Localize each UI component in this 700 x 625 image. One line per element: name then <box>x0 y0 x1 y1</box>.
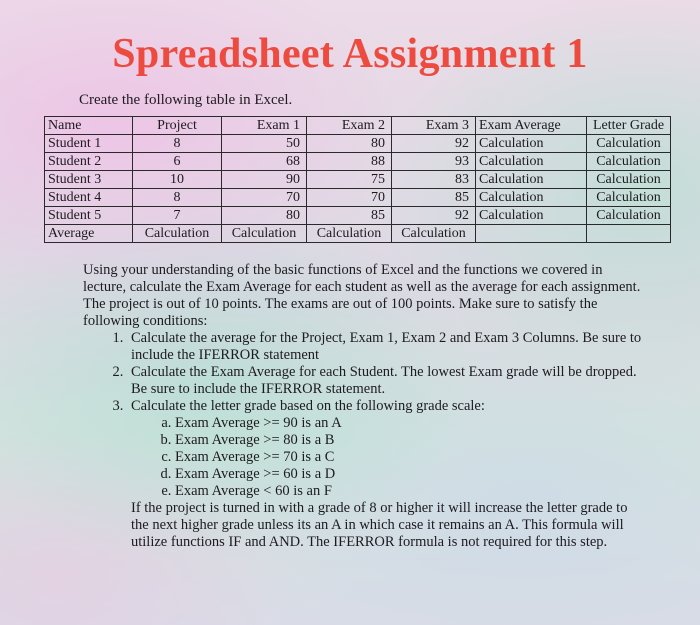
table-row <box>45 207 671 225</box>
table-row <box>45 171 671 189</box>
header-exam1: Exam 1 <box>222 117 307 135</box>
step-item: 1. Calculate the average for the Project, Exam 1, Exam 2 and Exam 3 Columns. Be sure to include the IFERROR statement <box>127 330 648 364</box>
cell-exam-average: Calculation <box>476 153 587 171</box>
grade-scale-list <box>131 415 648 500</box>
grade-scale-item: a. Exam Average >= 90 is an A <box>175 415 648 432</box>
grade-scale-item: b. Exam Average >= 80 is a B <box>175 432 648 449</box>
cell-name: Student 4 <box>45 189 133 207</box>
cell-exam3: 85 <box>392 189 476 207</box>
step-text: Calculate the letter grade based on the following grade scale: <box>131 398 485 414</box>
grade-scale-item: e. Exam Average < 60 is an F <box>175 483 648 500</box>
grade-scale-item: c. Exam Average >= 70 is a C <box>175 449 648 466</box>
header-project: Project <box>133 117 222 135</box>
instructions-paragraph: Using your understanding of the basic functions of Excel and the functions we covered in lecture, calculate the Exam Average for each student as well as the average for each assignment. The project is out of 10 points. The exams are out of 100 points. Make sure to satisfy the following conditions: <box>83 262 641 329</box>
table-row <box>45 189 671 207</box>
header-exam3: Exam 3 <box>392 117 476 135</box>
cell-exam3: 92 <box>392 207 476 225</box>
cell-name: Student 3 <box>45 171 133 189</box>
cell-exam3: 93 <box>392 153 476 171</box>
cell-exam1: 80 <box>222 207 307 225</box>
cell-exam-average: Calculation <box>476 135 587 153</box>
cell-exam2: 75 <box>307 171 392 189</box>
intro-text: Create the following table in Excel. <box>79 92 293 108</box>
cell-letter-grade: Calculation <box>587 207 671 225</box>
cell-exam2: 88 <box>307 153 392 171</box>
cell-letter-grade: Calculation <box>587 135 671 153</box>
cell-project: 6 <box>133 153 222 171</box>
table-row <box>45 153 671 171</box>
cell-exam-average: Calculation <box>476 207 587 225</box>
cell-exam2-average: Calculation <box>307 225 392 243</box>
cell-exam1: 70 <box>222 189 307 207</box>
header-exam2: Exam 2 <box>307 117 392 135</box>
cell-project: 7 <box>133 207 222 225</box>
cell-exam-average: Calculation <box>476 171 587 189</box>
step-item: 2. Calculate the Exam Average for each Student. The lowest Exam grade will be dropped. Be sure to include the IFERROR statement. <box>127 364 648 398</box>
cell-exam1: 68 <box>222 153 307 171</box>
cell-name: Student 5 <box>45 207 133 225</box>
cell-exam2: 70 <box>307 189 392 207</box>
header-name: Name <box>45 117 133 135</box>
cell-exam-average: Calculation <box>476 189 587 207</box>
grade-scale-item: d. Exam Average >= 60 is a D <box>175 466 648 483</box>
cell-exam3: 92 <box>392 135 476 153</box>
cell-exam3: 83 <box>392 171 476 189</box>
cell-letter-grade-empty <box>587 225 671 243</box>
table-row <box>45 135 671 153</box>
instructions <box>83 262 648 551</box>
cell-project: 10 <box>133 171 222 189</box>
cell-letter-grade: Calculation <box>587 153 671 171</box>
page-title: Spreadsheet Assignment 1 <box>112 31 588 77</box>
closing-paragraph: If the project is turned in with a grade of 8 or higher it will increase the letter grade to the next higher grade unless its an A in which case it remains an A. This formula will utilize functions IF and AND. The IFERROR formula is not required for this step. <box>131 500 628 550</box>
table-header-row <box>45 117 671 135</box>
cell-project: 8 <box>133 189 222 207</box>
cell-project-average: Calculation <box>133 225 222 243</box>
cell-project: 8 <box>133 135 222 153</box>
cell-name: Student 1 <box>45 135 133 153</box>
grade-table <box>44 116 671 243</box>
cell-exam2: 85 <box>307 207 392 225</box>
steps-list <box>83 330 648 500</box>
cell-name: Average <box>45 225 133 243</box>
cell-exam1: 90 <box>222 171 307 189</box>
cell-name: Student 2 <box>45 153 133 171</box>
cell-exam3-average: Calculation <box>392 225 476 243</box>
cell-exam1: 50 <box>222 135 307 153</box>
header-letter-grade: Letter Grade <box>587 117 671 135</box>
header-exam-average: Exam Average <box>476 117 587 135</box>
cell-exam2: 80 <box>307 135 392 153</box>
cell-exam-average-empty <box>476 225 587 243</box>
cell-exam1-average: Calculation <box>222 225 307 243</box>
cell-letter-grade: Calculation <box>587 189 671 207</box>
cell-letter-grade: Calculation <box>587 171 671 189</box>
step-item <box>127 398 648 500</box>
average-row <box>45 225 671 243</box>
